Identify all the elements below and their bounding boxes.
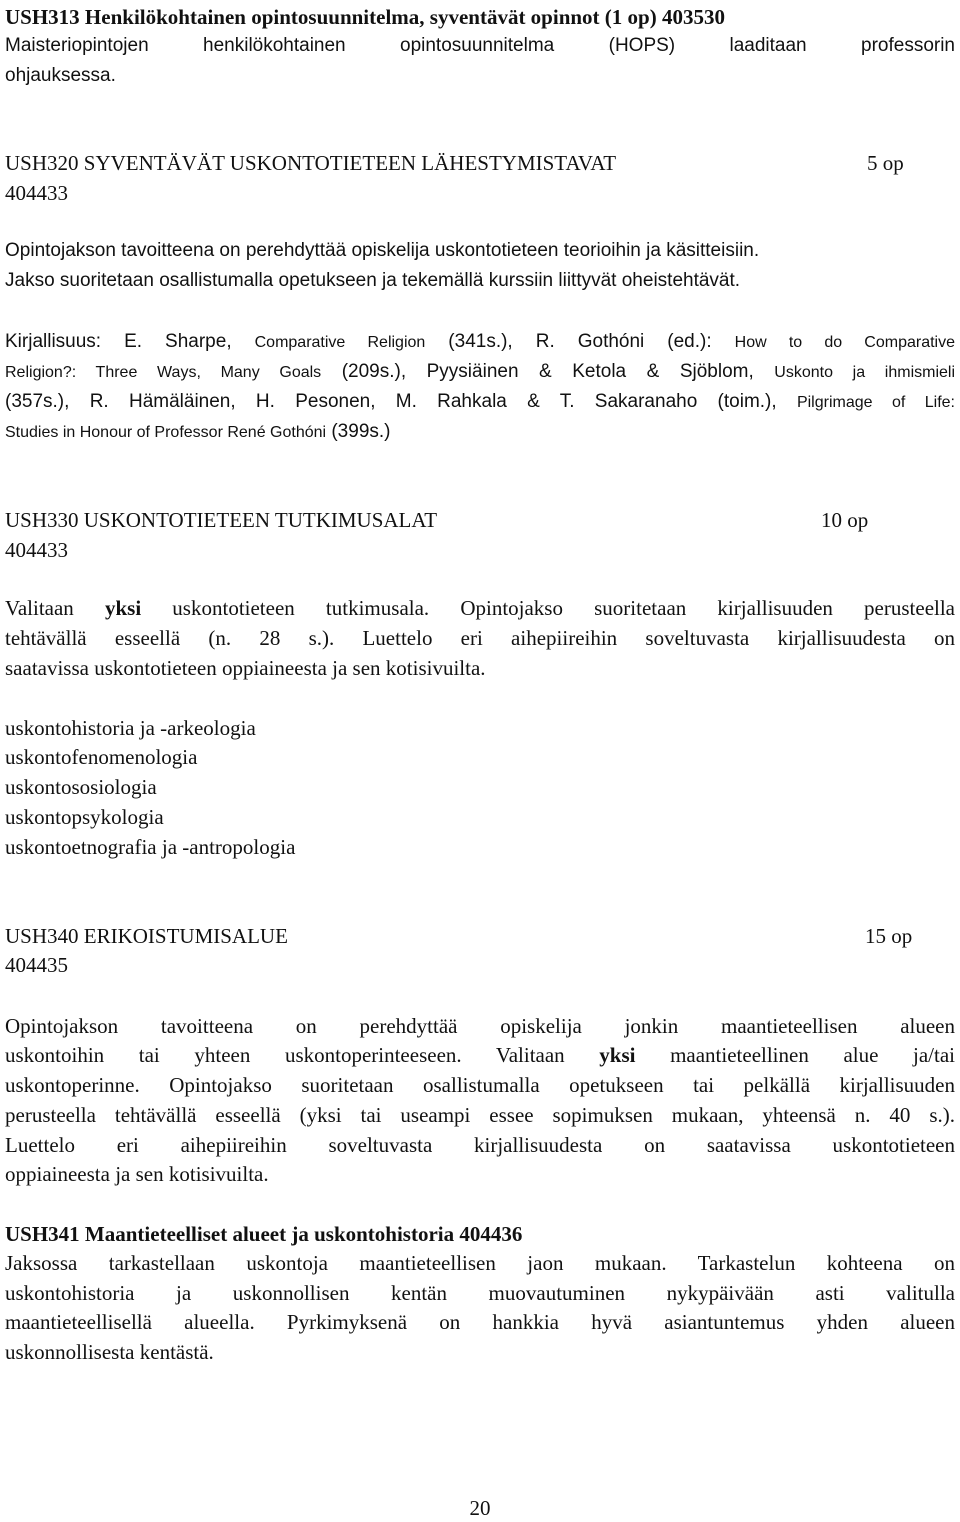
emphasis-text: yksi [599,1043,636,1067]
ush330-body-line: tehtävällä esseellä (n. 28 s.). Luettelo eri aihepiireihin soveltuvasta kirjallisuudesta on [5,626,955,650]
section-title-ush320: USH320 SYVENTÄVÄT USKONTOTIETEEN LÄHESTYMISTAVAT [5,151,617,175]
body-text: uskontoihin tai yhteen uskontoperinteeseen. Valitaan [5,1043,600,1067]
ush320-literature-line [5,329,955,356]
ush320-goal-line: Opintojakson tavoitteena on perehdyttää opiskelija uskontotieteen teorioihin ja käsitteisiin. [5,240,760,261]
course-code-ush320: 404433 [5,181,68,205]
ush320-goal-line: Jakso suoritetaan osallistumalla opetukseen ja tekemällä kurssiin liittyvät oheistehtävät. [5,270,741,291]
ush330-body-line: saatavissa uskontotieteen oppiaineesta ja sen kotisivuilta. [5,656,486,680]
ush313-body-line: ohjauksessa. [5,65,116,86]
lit-text: (357s.), R. Hämäläinen, H. Pesonen, M. Rahkala & T. Sakaranaho (toim.), [5,391,797,412]
section-title-ush341: USH341 Maantieteelliset alueet ja uskontohistoria 404436 [5,1222,523,1246]
lit-book-title: Studies in Honour of Professor René Gothóni [5,424,327,441]
ush340-body-line [5,1042,955,1068]
section-title-ush340: USH340 ERIKOISTUMISALUE [5,924,288,948]
body-text: Valitaan [5,596,105,620]
research-area-item: uskontohistoria ja -arkeologia [5,716,256,740]
lit-text: (399s.) [326,421,391,442]
page-number: 20 [469,1496,491,1520]
ush340-body-line: oppiaineesta ja sen kotisivuilta. [5,1162,269,1186]
ush341-body-line: uskontohistoria ja uskonnollisen kentän muovautuminen nykypäivään asti valitulla [5,1281,955,1305]
lit-text: (341s.), R. Gothóni (ed.): [425,331,735,352]
ush320-literature-line [5,359,955,386]
ush340-body-line: perusteella tehtävällä esseellä (yksi tai useampi essee sopimuksen mukaan, yhteensä n. 40 s.). [5,1103,955,1127]
lit-text: Kirjallisuus: E. Sharpe, [5,331,255,352]
lit-text: (209s.), Pyysiäinen & Ketola & Sjöblom, [321,361,775,382]
ush341-body-line: maantieteellisellä alueella. Pyrkimyksenä on hankkia hyvä asiantuntemus yhden alueen [5,1310,955,1334]
ush320-literature-line [5,419,391,446]
course-code-ush340: 404435 [5,953,68,977]
ush313-body-line: Maisteriopintojen henkilökohtainen opintosuunnitelma (HOPS) laaditaan professorin [5,35,955,56]
lit-book-title: Comparative Religion [254,334,426,351]
ush340-body-line: Luettelo eri aihepiireihin soveltuvasta kirjallisuudesta on saatavissa uskontotieteen [5,1133,955,1157]
credits-ush340: 15 op [865,924,913,948]
research-area-item: uskontopsykologia [5,805,164,829]
ush320-literature-line [5,389,955,416]
research-area-item: uskontofenomenologia [5,745,198,769]
body-text: uskontotieteen tutkimusala. Opintojakso suoritetaan kirjallisuuden perusteella [141,596,956,620]
ush341-body-line: Jaksossa tarkastellaan uskontoja maantieteellisen jaon mukaan. Tarkastelun kohteena on [5,1251,955,1275]
body-text: maantieteellinen alue ja/tai [635,1043,955,1067]
lit-book-title: Pilgrimage of Life: [796,394,955,411]
ush330-body-line [5,595,955,621]
section-title-ush330: USH330 USKONTOTIETEEN TUTKIMUSALAT [5,508,438,532]
course-code-ush330: 404433 [5,538,68,562]
section-title-ush313: USH313 Henkilökohtainen opintosuunnitelma, syventävät opinnot (1 op) 403530 [5,5,725,29]
lit-book-title: Uskonto ja ihmismieli [774,364,956,381]
ush340-body-line: Opintojakson tavoitteena on perehdyttää opiskelija jonkin maantieteellisen alueen [5,1014,955,1038]
research-area-item: uskontoetnografia ja -antropologia [5,835,296,859]
ush341-body-line: uskonnollisesta kentästä. [5,1340,214,1364]
research-area-item: uskontososiologia [5,775,157,799]
lit-book-title: How to do Comparative [734,334,956,351]
credits-ush330: 10 op [821,508,869,532]
ush340-body-line: uskontoperinne. Opintojakso suoritetaan osallistumalla opetukseen tai pelkällä kirjallisuuden [5,1073,955,1097]
lit-book-title: Religion?: Three Ways, Many Goals [5,364,322,381]
emphasis-text: yksi [104,596,142,620]
credits-ush320: 5 op [867,151,904,175]
